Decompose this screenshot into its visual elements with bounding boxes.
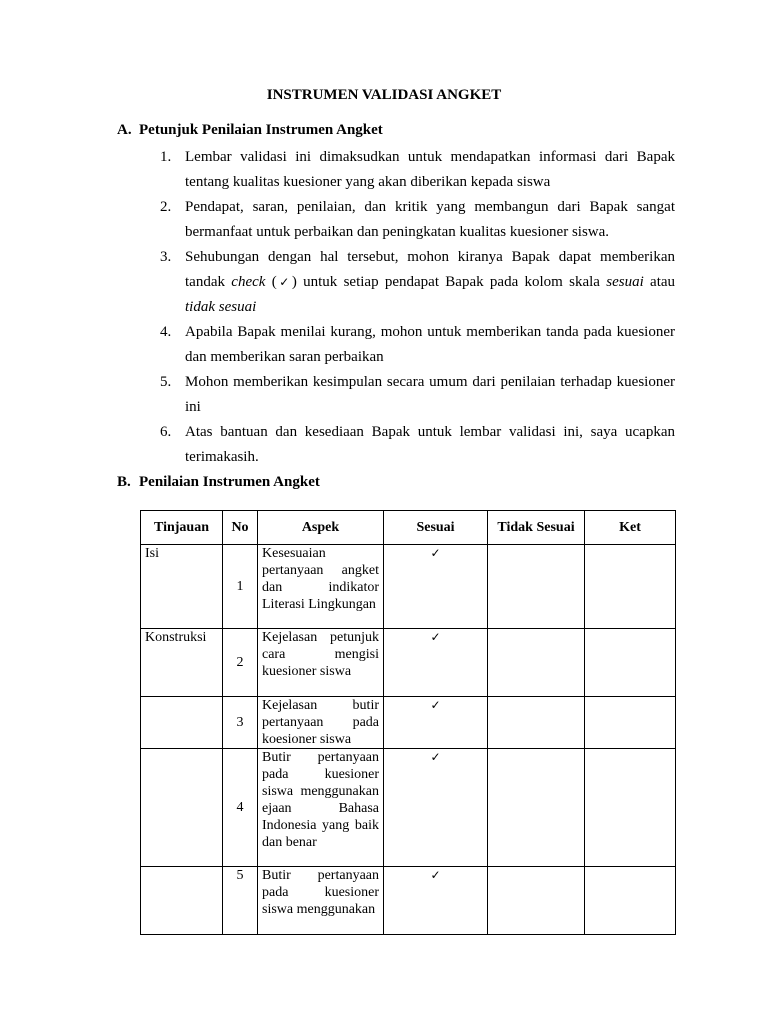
cell-no: 3: [223, 697, 258, 749]
header-sesuai: Sesuai: [384, 511, 488, 545]
cell-tinjauan: [141, 749, 223, 867]
check-icon: ✓: [430, 630, 441, 644]
cell-aspek: Kejelasan butir pertanyaan pada koesioner siswa: [258, 697, 384, 749]
cell-sesuai: [384, 867, 488, 935]
cell-no: 2: [223, 629, 258, 697]
cell-sesuai: [384, 697, 488, 749]
instruction-item: 4. Apabila Bapak menilai kurang, mohon untuk memberikan tanda pada kuesioner dan memberikan saran perbaikan: [160, 324, 675, 365]
section-b-title: Penilaian Instrumen Angket: [139, 474, 320, 490]
cell-tinjauan: Isi: [141, 545, 223, 629]
table-row: [141, 867, 676, 935]
cell-sesuai: [384, 629, 488, 697]
instruction-list: [160, 145, 675, 470]
cell-aspek: Butir pertanyaan pada kuesioner siswa menggunakan: [258, 867, 384, 935]
header-aspek: Aspek: [258, 511, 384, 545]
check-icon: ✓: [430, 698, 441, 712]
header-tidak-sesuai: Tidak Sesuai: [488, 511, 585, 545]
check-icon: ✓: [430, 750, 441, 764]
cell-aspek: Butir pertanyaan pada kuesioner siswa menggunakan ejaan Bahasa Indonesia yang baik dan benar: [258, 749, 384, 867]
cell-sesuai: [384, 545, 488, 629]
cell-ket: [585, 867, 676, 935]
cell-ket: [585, 749, 676, 867]
document-title: INSTRUMEN VALIDASI ANGKET: [266, 87, 502, 103]
instruction-item: 1. Lembar validasi ini dimaksudkan untuk mendapatkan informasi dari Bapak tentang kualitas kuesioner yang akan diberikan kepada siswa: [160, 149, 675, 190]
cell-tidak-sesuai: [488, 749, 585, 867]
section-b-heading: [117, 474, 320, 491]
section-a-heading: [117, 122, 383, 139]
cell-tidak-sesuai: [488, 867, 585, 935]
cell-sesuai: [384, 749, 488, 867]
cell-tinjauan: [141, 697, 223, 749]
header-no: No: [223, 511, 258, 545]
table-row: [141, 545, 676, 629]
section-a-letter: A.: [117, 122, 132, 138]
cell-tidak-sesuai: [488, 697, 585, 749]
cell-aspek: Kesesuaian pertanyaan angket dan indikator Literasi Lingkungan: [258, 545, 384, 629]
table-row: [141, 629, 676, 697]
check-icon: ✓: [430, 868, 441, 882]
cell-tidak-sesuai: [488, 629, 585, 697]
cell-tidak-sesuai: [488, 545, 585, 629]
header-tinjauan: Tinjauan: [141, 511, 223, 545]
assessment-table: [140, 510, 676, 935]
table-row: [141, 697, 676, 749]
instruction-item: 6. Atas bantuan dan kesediaan Bapak untuk lembar validasi ini, saya ucapkan terimakasih.: [160, 424, 675, 465]
section-a-title: Petunjuk Penilaian Instrumen Angket: [139, 122, 383, 138]
cell-ket: [585, 697, 676, 749]
cell-tinjauan: Konstruksi: [141, 629, 223, 697]
instruction-item: 5. Mohon memberikan kesimpulan secara umum dari penilaian terhadap kuesioner ini: [160, 374, 675, 415]
cell-tinjauan: [141, 867, 223, 935]
check-icon: ✓: [276, 275, 292, 289]
table-header-row: [141, 511, 676, 545]
cell-no: 1: [223, 545, 258, 629]
instruction-item: 2. Pendapat, saran, penilaian, dan kritik yang membangun dari Bapak sangat bermanfaat untuk perbaikan dan peningkatan kualitas kuesioner siswa.: [160, 199, 675, 240]
cell-ket: [585, 545, 676, 629]
cell-aspek: Kejelasan petunjuk cara mengisi kuesioner siswa: [258, 629, 384, 697]
instruction-item: 3. Sehubungan dengan hal tersebut, mohon kiranya Bapak dapat memberikan tandak check (✓) untuk setiap pendapat Bapak pada kolom skala sesuai atau tidak sesuai: [160, 249, 676, 315]
cell-no: 4: [223, 749, 258, 867]
table-row: [141, 749, 676, 867]
header-ket: Ket: [585, 511, 676, 545]
check-icon: ✓: [430, 546, 441, 560]
cell-ket: [585, 629, 676, 697]
section-b-letter: B.: [117, 474, 131, 490]
cell-no: 5: [223, 867, 258, 935]
